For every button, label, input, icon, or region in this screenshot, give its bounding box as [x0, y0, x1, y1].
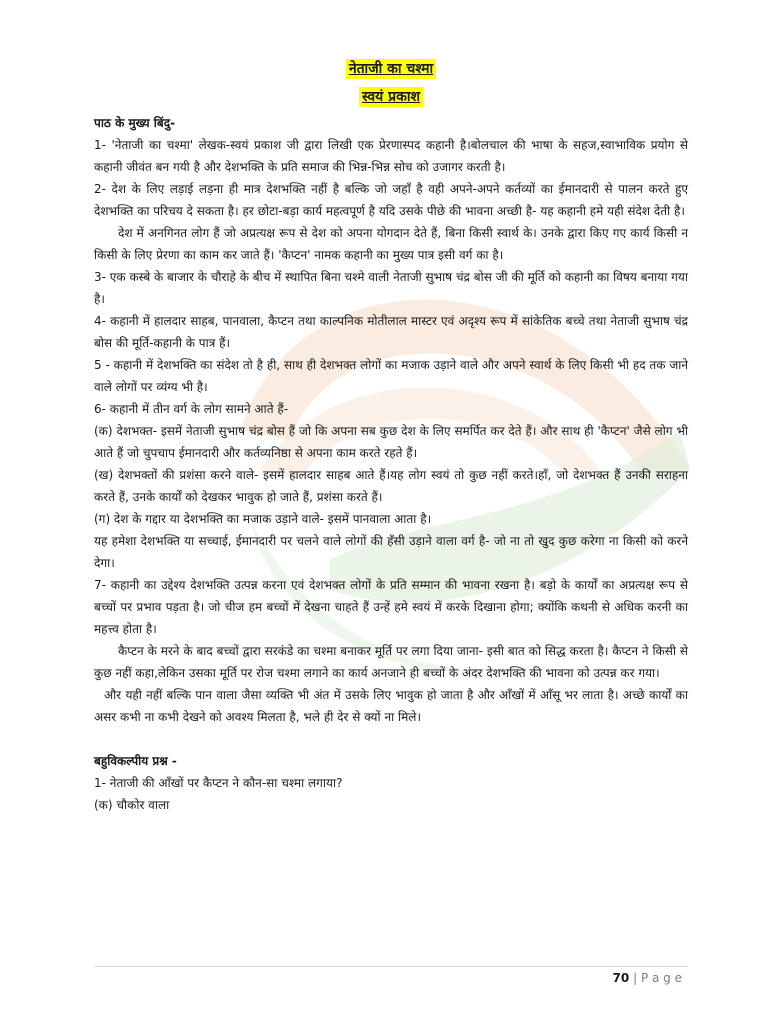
page-number: 70: [612, 971, 630, 985]
paragraph-5: 4- कहानी में हालदार साहब, पानवाला, कैप्टन तथा काल्पनिक मोतीलाल मास्टर एवं अदृश्य रूप में सांकेतिक बच्चे तथा नेताजी सुभाष चंद्र बोस की मूर्ति-कहानी के पात्र हैं।: [94, 314, 688, 350]
page-word: P a g e: [640, 971, 682, 985]
paragraph-14: और यही नहीं बल्कि पान वाला जैसा व्यक्ति भी अंत में उसके लिए भावुक हो जाता है और आँखों में आँसू भर लाता है। अच्छे कार्यों का असर कभी ना कभी देखने को अवश्य मिलता है, भले ही देर से क्यों ना मिले।: [94, 688, 688, 724]
option-1: (क) चौकोर वाला: [94, 798, 170, 812]
paragraph-12: 7- कहानी का उद्देश्य देशभक्ति उत्पन्न करना एवं देशभक्त लोगों के प्रति सम्मान की भावना रखना है। बड़ो के कार्यों का अप्रत्यक्ष रूप से बच्चों पर प्रभाव पड़ता है। जो चीज हम बच्चों में देखना चाहते हैं उन्हें हमे स्वयं में करके दिखाना होगा; क्योंकि कथनी से अधिक करनी का महत्त्व होता है।: [94, 578, 688, 636]
paragraph-1: 1- 'नेताजी का चश्मा' लेखक-स्वयं प्रकाश जी द्वारा लिखी एक प्रेरणास्पद कहानी है।बोलचाल की भाषा के सहज,स्वाभाविक प्रयोग से कहानी जीवंत बन गयी है और देशभक्ति के प्रति समाज की भिन्न-भिन्न सोच को उजागर करती है।: [94, 138, 688, 174]
paragraph-4: 3- एक कस्बे के बाजार के चौराहे के बीच में स्थापित बिना चश्मे वाली नेताजी सुभाष चंद्र बोस जी की मूर्ति को कहानी का विषय बनाया गया है।: [94, 270, 688, 306]
paragraph-11: यह हमेशा देशभक्ति या सच्चाई, ईमानदारी पर चलने वाले लोगों की हँसी उड़ाने वाला वर्ग है- जो ना तो खुद कुछ करेगा ना किसी को करने देगा।: [94, 534, 688, 570]
paragraph-3: देश में अनगिनत लोग हैं जो अप्रत्यक्ष रूप से देश को अपना योगदान देते हैं, बिना किसी स्वार्थ के। उनके द्वारा किए गए कार्य किसी न किसी के लिए प्रेरणा का काम कर जाते हैं। 'कैप्टन' नामक कहानी का मुख्य पात्र इसी वर्ग का है।: [94, 226, 688, 262]
paragraph-2: 2- देश के लिए लड़ाई लड़ना ही मात्र देशभक्ति नहीं है बल्कि जो जहाँ है वही अपने-अपने कर्तव्यों का ईमानदारी से पालन करते हुए देशभक्ति का परिचय दे सकता है। हर छोटा-बड़ा कार्य महत्वपूर्ण है यदि उसके पीछे की भावना अच्छी है- यह कहानी हमे यही संदेश देती है।: [94, 182, 688, 218]
page-footer: [94, 966, 688, 985]
page-separator: |: [633, 971, 638, 985]
points-heading: पाठ के मुख्य बिंदु-: [94, 116, 176, 130]
mcq-heading: बहुविकल्पीय प्रश्न -: [94, 754, 177, 768]
paragraph-7: 6- कहानी में तीन वर्ग के लोग सामने आते हैं-: [94, 402, 289, 416]
chapter-title: नेताजी का चश्मा: [346, 59, 436, 79]
author-name: स्वयं प्रकाश: [359, 87, 423, 107]
document-body: [94, 56, 688, 816]
paragraph-10: (ग) देश के गद्दार या देशभक्ति का मजाक उड़ाने वाले- इसमें पानवाला आता है।: [94, 512, 432, 526]
paragraph-6: 5 - कहानी में देशभक्ति का संदेश तो है ही, साथ ही देशभक्त लोगों का मजाक उड़ाने वाले और अपने स्वार्थ के लिए किसी भी हद तक जाने वाले लोगों पर व्यंग्य भी है।: [94, 358, 688, 394]
question-1: 1- नेताजी की आँखों पर कैप्टन ने कौन-सा चश्मा लगाया?: [94, 776, 343, 790]
paragraph-8: (क) देशभक्त- इसमें नेताजी सुभाष चंद्र बोस हैं जो कि अपना सब कुछ देश के लिए समर्पित कर देते हैं। और साथ ही 'कैप्टन' जैसे लोग भी आते हैं जो चुपचाप ईमानदारी और कर्तव्यनिष्ठा से अपना काम करते रहते हैं।: [94, 424, 688, 460]
paragraph-13: कैप्टन के मरने के बाद बच्चों द्वारा सरकंडे का चश्मा बनाकर मूर्ति पर लगा दिया जाना- इसी बात को सिद्ध करता है। कैप्टन ने किसी से कुछ नहीं कहा,लेकिन उसका मूर्ति पर रोज चश्मा लगाने का कार्य अनजाने ही बच्चों के अंदर देशभक्ति की भावना को उत्पन्न कर गया।: [94, 644, 688, 680]
paragraph-9: (ख) देशभक्तों की प्रशंसा करने वाले- इसमें हालदार साहब आते हैं।यह लोग स्वयं तो कुछ नहीं करते।हाँ, जो देशभक्त हैं उनकी सराहना करते हैं, उनके कार्यों को देखकर भावुक हो जाते हैं, प्रशंसा करते हैं।: [94, 468, 688, 504]
page-number-label: [613, 971, 682, 985]
